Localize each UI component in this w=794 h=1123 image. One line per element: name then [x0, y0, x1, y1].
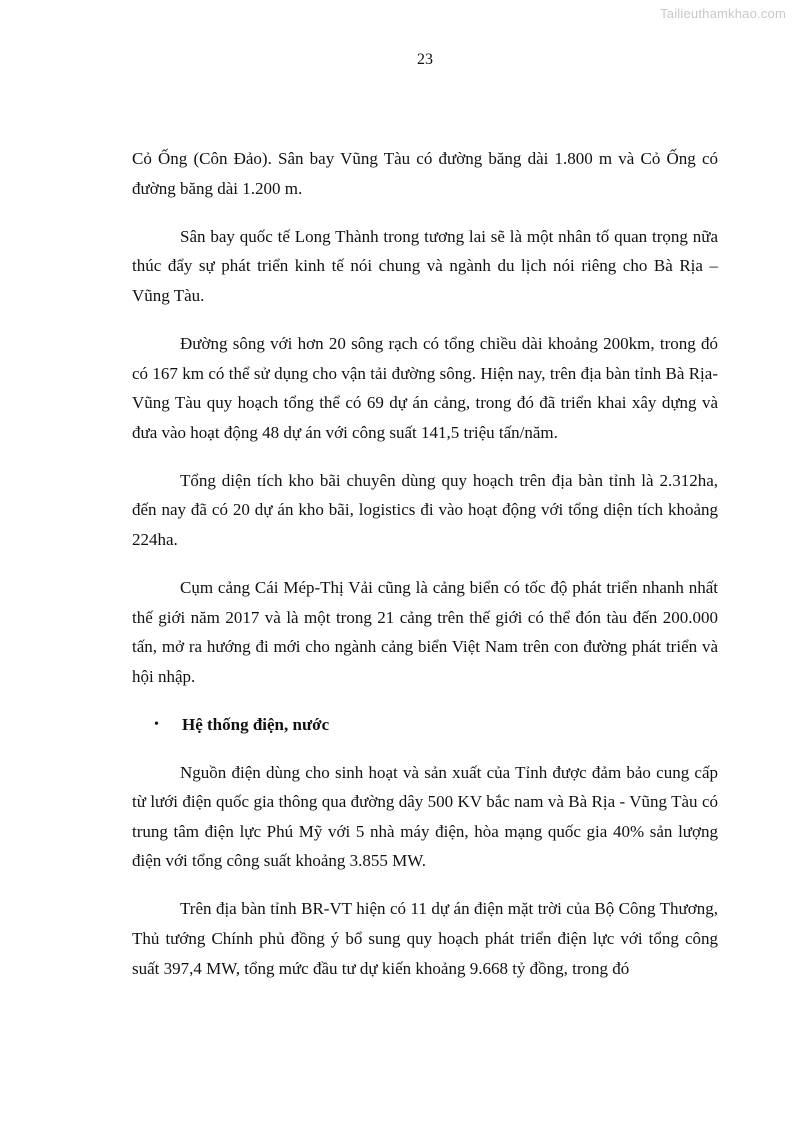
paragraph-solar-projects: Trên địa bàn tỉnh BR-VT hiện có 11 dự án điện mặt trời của Bộ Công Thương, Thủ tướng Chính phủ đồng ý bổ sung quy hoạch phát triển điện lực với tổng công suất 397,4 MW, tổng mức đầu tư dự kiến khoảng 9.668 tỷ đồng, trong đó [132, 899, 718, 978]
paragraph-warehouses: Tổng diện tích kho bãi chuyên dùng quy hoạch trên địa bàn tỉnh là 2.312ha, đến nay đã có 20 dự án kho bãi, logistics đi vào hoạt động với tổng diện tích khoảng 224ha. [132, 470, 718, 550]
paragraph-long-thanh-airport: Sân bay quốc tế Long Thành trong tương lai sẽ là một nhân tố quan trọng nữa thúc đẩy sự phát triển kinh tế nói chung và ngành du lịch nói riêng cho Bà Rịa – Vũng Tàu. [132, 226, 718, 305]
document-body [132, 144, 718, 1002]
section-heading-text: Hệ thống điện, nước [182, 715, 330, 734]
section-heading-electricity-water [132, 710, 718, 740]
paragraph-airport-runways: Cỏ Ống (Côn Đảo). Sân bay Vũng Tàu có đường băng dài 1.800 m và Cỏ Ống có đường băng dài 1.200 m. [132, 149, 718, 198]
paragraph-power-supply: Nguồn điện dùng cho sinh hoạt và sản xuất của Tỉnh được đảm bảo cung cấp từ lưới điện quốc gia thông qua đường dây 500 KV bắc nam và Bà Rịa - Vũng Tàu có trung tâm điện lực Phú Mỹ với 5 nhà máy điện, hòa mạng quốc gia 40% sản lượng điện với tổng công suất khoảng 3.855 MW. [132, 762, 718, 871]
paragraph-cai-mep-port: Cụm cảng Cái Mép-Thị Vải cũng là cảng biển có tốc độ phát triển nhanh nhất thế giới năm 2017 và là một trong 21 cảng trên thế giới có thể đón tàu đến 200.000 tấn, mở ra hướng đi mới cho ngành cảng biển Việt Nam trên con đường phát triển và hội nhập. [132, 578, 718, 686]
paragraph-waterways: Đường sông với hơn 20 sông rạch có tổng chiều dài khoảng 200km, trong đó có 167 km có thể sử dụng cho vận tải đường sông. Hiện nay, trên địa bàn tỉnh Bà Rịa-Vũng Tàu quy hoạch tổng thể có 69 dự án cảng, trong đó đã triển khai xây dựng và đưa vào hoạt động 48 dự án với công suất 141,5 triệu tấn/năm. [132, 333, 718, 442]
watermark: Tailieuthamkhao.com [660, 6, 786, 21]
page-number: 23 [417, 51, 433, 68]
bullet-icon: • [154, 717, 159, 732]
